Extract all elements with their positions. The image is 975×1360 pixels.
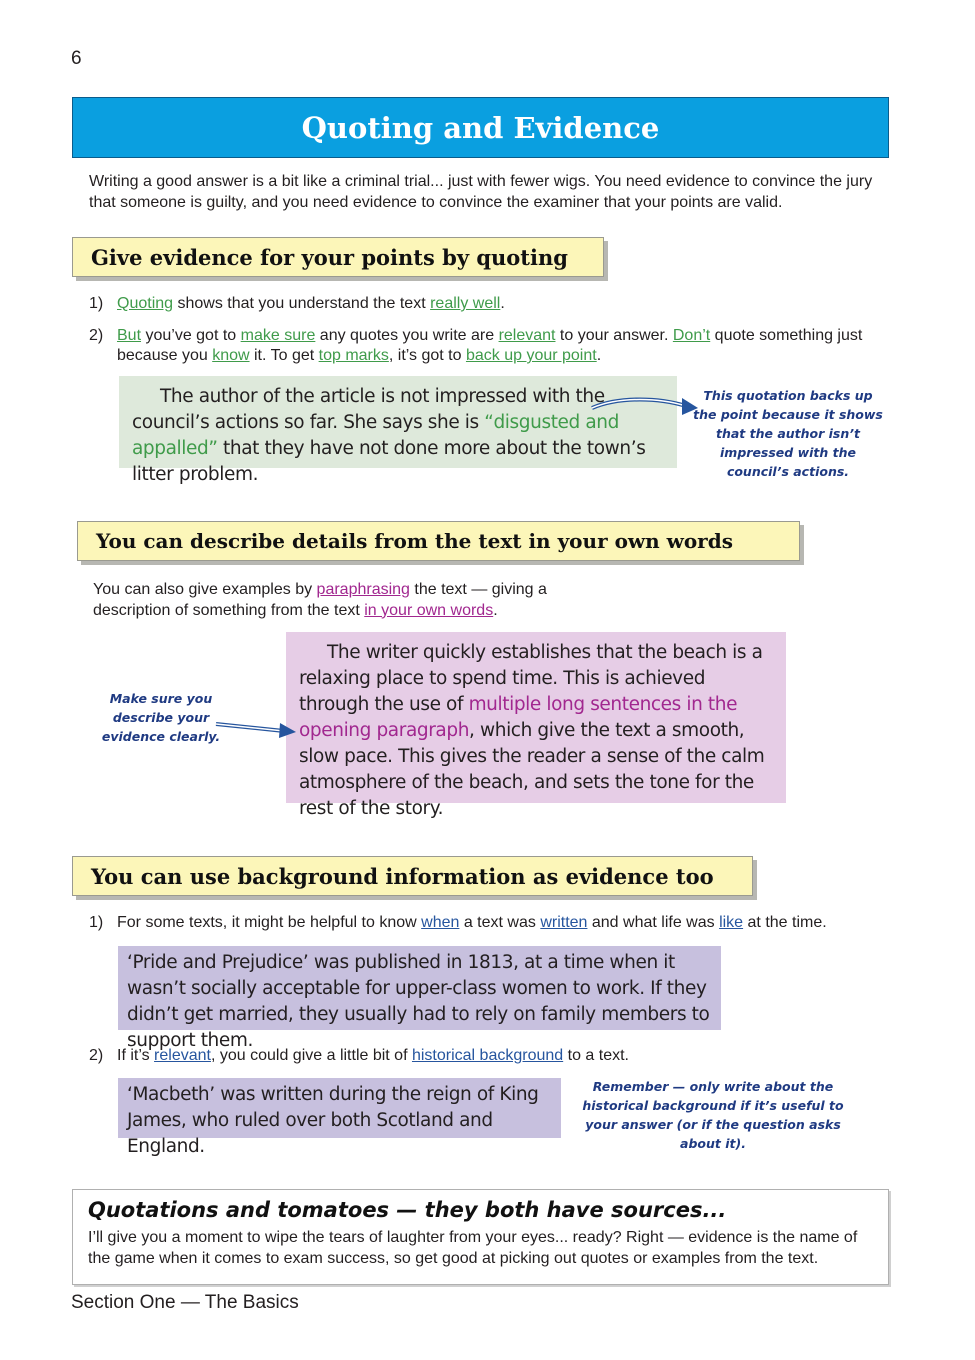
summary-text: I’ll give you a moment to wipe the tears of laughter from your eyes... ready? Right — evidence is the name of the game when it comes to exam success, so get good at picking out quotes or examples from the text. <box>88 1229 858 1267</box>
footer-section-label: Section One — The Basics <box>71 1292 299 1313</box>
text-fragment: quote something just because you <box>117 326 863 364</box>
list-item <box>89 913 889 934</box>
list-number: 1) <box>89 295 104 312</box>
text-fragment: , it’s got to <box>388 347 466 364</box>
text-fragment: , you could give a little bit of <box>210 1047 412 1064</box>
text-fragment: a text was <box>459 914 541 931</box>
keyword-top-marks: top marks <box>318 347 389 364</box>
section-heading-quoting: Give evidence for your points by quoting <box>72 237 604 277</box>
text-fragment: shows that you understand the text <box>173 295 431 312</box>
list-number: 2) <box>89 1047 104 1064</box>
list-item <box>89 1046 889 1067</box>
list-number: 1) <box>89 914 104 931</box>
keyword-written: written <box>540 914 588 931</box>
list-number: 2) <box>89 326 104 344</box>
section3-item1 <box>89 913 889 934</box>
keyword-back-up-your-point: back up your point <box>465 347 597 364</box>
keyword-but: But <box>117 326 142 344</box>
keyword-historical-background: historical background <box>411 1047 564 1064</box>
example-text: The writer quickly establishes that the beach is a relaxing place to spend time. This is achieved through the use of <box>299 642 763 715</box>
summary-heading: Quotations and tomatoes — they both have sources... <box>88 1198 727 1222</box>
section3-item2 <box>89 1046 889 1067</box>
text-fragment: to your answer. <box>555 326 673 344</box>
text-fragment: the text — giving a description of something from the text <box>93 581 547 619</box>
text-fragment: If it’s <box>117 1047 155 1064</box>
text-fragment: . <box>596 347 602 364</box>
background-example-macbeth: ‘Macbeth’ was written during the reign of King James, who ruled over both Scotland and England. <box>118 1078 561 1138</box>
side-note-remember: Remember — only write about the historical background if it’s useful to your answer (or if the question asks about it). <box>582 1079 844 1151</box>
arrow-right-icon <box>590 392 700 426</box>
example-text: , which give the text a smooth, slow pace. This gives the reader a sense of the calm atmosphere of the beach, and sets the tone for the rest of the story. <box>299 720 765 819</box>
summary-box <box>72 1189 889 1285</box>
intro-paragraph: Writing a good answer is a bit like a criminal trial... just with fewer wigs. You need evidence to convince the jury that someone is guilty, and you need evidence to convince the examiner that your points are valid. <box>89 173 873 211</box>
text-fragment: You can also give examples by <box>93 581 317 598</box>
keyword-paraphrasing: paraphrasing <box>316 581 410 598</box>
page-title: Quoting and Evidence <box>301 110 660 145</box>
title-banner <box>72 97 889 158</box>
text-fragment: to a text. <box>563 1047 629 1064</box>
keyword-quoting: Quoting <box>117 295 174 312</box>
text-fragment: it. To get <box>249 347 319 364</box>
text-fragment: at the time. <box>743 914 827 931</box>
paraphrase-example-box <box>286 632 786 819</box>
example-quote: “disgusted and appalled” <box>132 412 619 459</box>
keyword-when: when <box>421 914 460 931</box>
list-item <box>89 294 879 315</box>
text-fragment: . <box>493 601 498 619</box>
example-text: The author of the article is not impressed with the council’s actions so far. She says she is <box>132 386 605 433</box>
arrow-right-icon <box>214 718 298 740</box>
text-fragment: and what life was <box>587 914 720 931</box>
keyword-really-well: really well <box>430 295 501 312</box>
side-note-describe: Make sure you describe your evidence clearly. <box>101 691 221 744</box>
list-item <box>89 326 879 367</box>
text-fragment: any quotes you write are <box>315 326 499 344</box>
background-example-pride: ‘Pride and Prejudice’ was published in 1813, at a time when it wasn’t socially acceptable for upper-class women to work. If they didn’t get married, they usually had to rely on family members to support them. <box>118 946 721 1030</box>
keyword-know: know <box>212 347 250 364</box>
example-text: that they have not done more about the town’s litter problem. <box>132 438 646 485</box>
text-fragment: . <box>500 295 505 312</box>
text-fragment: For some texts, it might be helpful to know <box>117 914 422 931</box>
keyword-relevant: relevant <box>154 1047 211 1064</box>
keyword-relevant: relevant <box>498 326 556 344</box>
example-highlight: multiple long sentences in the opening paragraph <box>299 694 738 741</box>
section1-list <box>89 294 879 367</box>
keyword-dont: Don’t <box>672 326 711 344</box>
keyword-in-your-own-words: in your own words <box>364 601 494 619</box>
text-fragment: you’ve got to <box>141 326 241 344</box>
page-number: 6 <box>71 48 82 69</box>
section2-intro <box>93 580 563 621</box>
section-heading-background: You can use background information as evidence too <box>72 856 753 896</box>
side-note-quotation: This quotation backs up the point because it shows that the author isn’t impressed with the council’s actions. <box>693 388 883 479</box>
keyword-make-sure: make sure <box>240 326 316 344</box>
section-heading-own-words: You can describe details from the text in your own words <box>77 521 800 561</box>
keyword-like: like <box>719 914 744 931</box>
